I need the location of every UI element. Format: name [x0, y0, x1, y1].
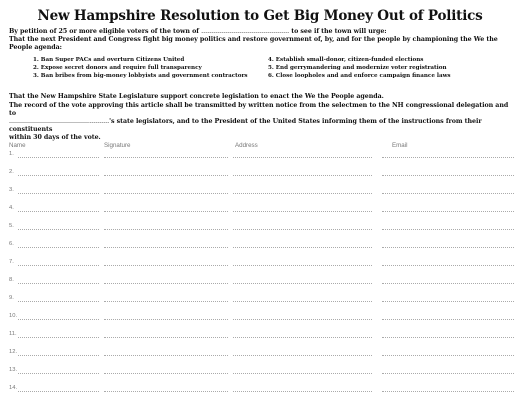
signature-field[interactable] — [104, 193, 228, 194]
agenda-left-list — [33, 56, 248, 81]
email-field[interactable] — [382, 157, 514, 158]
row-number: 14. — [9, 385, 18, 391]
legislature-text: That the New Hampshire State Legislature support concrete legislation to enact the We the People agenda. — [9, 93, 384, 100]
address-field[interactable] — [233, 157, 372, 158]
table-row — [0, 349, 520, 367]
address-field[interactable] — [233, 211, 372, 212]
row-number: 11. — [9, 331, 17, 337]
row-number: 2. — [9, 169, 14, 175]
row-number: 9. — [9, 295, 14, 301]
signature-field[interactable] — [104, 391, 228, 392]
email-field[interactable] — [382, 247, 514, 248]
name-field[interactable] — [18, 337, 99, 338]
record-text — [9, 102, 514, 142]
email-field[interactable] — [382, 229, 514, 230]
agenda-item: 6. Close loopholes and and enforce campaign finance laws — [268, 73, 451, 80]
table-row — [0, 169, 520, 187]
petition-part-2: to see if the town will urge: — [289, 28, 387, 35]
name-field[interactable] — [18, 193, 99, 194]
row-number: 5. — [9, 223, 14, 229]
table-row — [0, 187, 520, 205]
email-field[interactable] — [382, 175, 514, 176]
email-field[interactable] — [382, 391, 514, 392]
row-number: 1. — [9, 151, 14, 157]
signature-field[interactable] — [104, 337, 228, 338]
record-line-2 — [9, 118, 514, 134]
column-header-signature: Signature — [104, 142, 131, 149]
table-row — [0, 277, 520, 295]
signature-field[interactable] — [104, 319, 228, 320]
name-field[interactable] — [18, 355, 99, 356]
row-number: 6. — [9, 241, 14, 247]
petition-line-2: That the next President and Congress fight big money politics and restore government of, by, and for the people by championing the We the — [9, 36, 498, 43]
email-field[interactable] — [382, 301, 514, 302]
table-row — [0, 295, 520, 313]
town-blank[interactable]: ............................................ — [201, 28, 290, 35]
column-header-name: Name — [9, 142, 26, 149]
table-row — [0, 367, 520, 385]
table-row — [0, 385, 520, 403]
petition-text — [9, 28, 514, 52]
address-field[interactable] — [233, 175, 372, 176]
table-row — [0, 223, 520, 241]
name-field[interactable] — [18, 319, 99, 320]
row-number: 13. — [9, 367, 18, 373]
email-field[interactable] — [382, 211, 514, 212]
name-field[interactable] — [18, 283, 99, 284]
agenda-item: 3. Ban bribes from big-money lobbyists and government contractors — [33, 73, 248, 80]
row-number: 8. — [9, 277, 14, 283]
petition-line-1 — [9, 28, 514, 36]
name-field[interactable] — [18, 301, 99, 302]
name-field[interactable] — [18, 175, 99, 176]
table-row — [0, 241, 520, 259]
signature-field[interactable] — [104, 247, 228, 248]
address-field[interactable] — [233, 301, 372, 302]
signature-field[interactable] — [104, 283, 228, 284]
name-field[interactable] — [18, 247, 99, 248]
email-field[interactable] — [382, 355, 514, 356]
address-field[interactable] — [233, 373, 372, 374]
row-number: 10. — [9, 313, 18, 319]
table-row — [0, 259, 520, 277]
page-title: New Hampshire Resolution to Get Big Money Out of Politics — [37, 8, 483, 24]
row-number: 4. — [9, 205, 14, 211]
address-field[interactable] — [233, 391, 372, 392]
agenda-item: 4. Establish small-donor, citizen-funded elections — [268, 57, 424, 63]
name-field[interactable] — [18, 211, 99, 212]
address-field[interactable] — [233, 265, 372, 266]
row-number: 3. — [9, 187, 14, 193]
email-field[interactable] — [382, 373, 514, 374]
signature-field[interactable] — [104, 157, 228, 158]
name-field[interactable] — [18, 157, 99, 158]
table-row — [0, 313, 520, 331]
agenda-item: 1. Ban Super PACs and overturn Citizens United — [33, 57, 185, 63]
petition-line-3: People agenda: — [9, 44, 62, 51]
address-field[interactable] — [233, 193, 372, 194]
email-field[interactable] — [382, 319, 514, 320]
email-field[interactable] — [382, 337, 514, 338]
record-line-1: The record of the vote approving this article shall be transmitted by written notice from the selectmen to the NH congressional delegation and to — [9, 102, 509, 117]
signature-field[interactable] — [104, 211, 228, 212]
signature-field[interactable] — [104, 229, 228, 230]
signature-field[interactable] — [104, 301, 228, 302]
column-header-email: Email — [392, 142, 408, 149]
address-field[interactable] — [233, 355, 372, 356]
email-field[interactable] — [382, 193, 514, 194]
name-field[interactable] — [18, 391, 99, 392]
table-row — [0, 151, 520, 169]
signature-field[interactable] — [104, 265, 228, 266]
row-number: 12. — [9, 349, 18, 355]
record-line-3: within 30 days of the vote. — [9, 134, 101, 141]
row-number: 7. — [9, 259, 14, 265]
column-header-address: Address — [235, 142, 258, 149]
address-field[interactable] — [233, 283, 372, 284]
agenda-item: 5. End gerrymandering and modernize voter registration — [268, 65, 447, 72]
address-field[interactable] — [233, 229, 372, 230]
record-part-2: 's state legislators, and to the President of the United States informing them of the instructions from their constituents — [9, 118, 482, 133]
table-row — [0, 331, 520, 349]
email-field[interactable] — [382, 283, 514, 284]
name-field[interactable] — [18, 229, 99, 230]
name-field[interactable] — [18, 265, 99, 266]
agenda-right-list — [268, 56, 451, 81]
signature-field[interactable] — [104, 355, 228, 356]
address-field[interactable] — [233, 319, 372, 320]
agenda-item: 2. Expose secret donors and require full transparency — [33, 65, 202, 72]
email-field[interactable] — [382, 265, 514, 266]
table-row — [0, 205, 520, 223]
address-field[interactable] — [233, 337, 372, 338]
petition-part-1: By petition of 25 or more eligible voters of the town of — [9, 28, 199, 35]
address-field[interactable] — [233, 247, 372, 248]
record-blank[interactable]: .................................................. — [9, 118, 110, 125]
signature-field[interactable] — [104, 373, 228, 374]
name-field[interactable] — [18, 373, 99, 374]
signature-field[interactable] — [104, 175, 228, 176]
